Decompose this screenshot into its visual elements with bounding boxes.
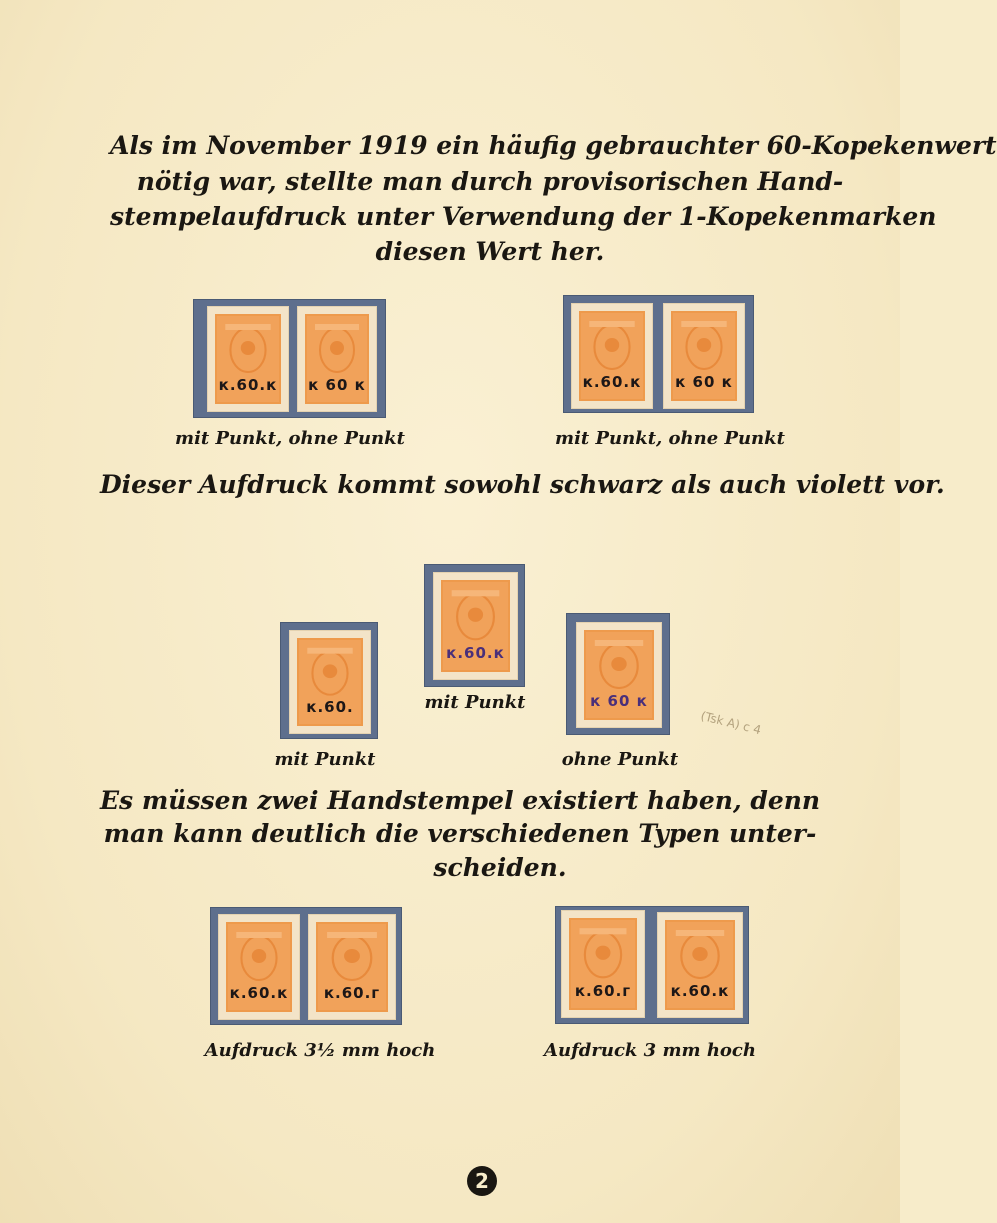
stamp-2	[297, 306, 377, 412]
stamp-9	[308, 914, 396, 1020]
stamp-mount-pair-right	[563, 295, 754, 413]
overprint-4: к 60 к	[675, 373, 733, 391]
overprint-5: к.60.	[306, 698, 354, 716]
stamp-6	[433, 572, 518, 680]
stamp-3	[571, 303, 653, 409]
stamp-mount-pair-bottom-right	[555, 906, 749, 1024]
stamp-8	[218, 914, 300, 1020]
stamp-mount-pair-left	[193, 299, 386, 418]
overprint-9: к.60.г	[323, 984, 381, 1002]
pencil-note: (Tsk A) c 4	[699, 708, 763, 738]
stamp-mount-single-right	[566, 613, 670, 735]
page-number: 2	[467, 1166, 497, 1196]
intro-line-3: stempelaufdruck unter Verwendung der 1-Kopekenmarken	[110, 202, 937, 231]
overprint-3: к.60.к	[582, 373, 642, 391]
caption-section2-right: ohne Punkt	[561, 749, 679, 770]
stamp-10	[561, 910, 645, 1018]
overprint-10: к.60.г	[574, 982, 632, 1000]
overprint-7: к 60 к	[590, 692, 648, 710]
overprint-8: к.60.к	[229, 984, 289, 1002]
intro-line-1: Als im November 1919 ein häufig gebrauchter 60-Kopekenwert	[110, 131, 997, 160]
stamp-7	[576, 622, 662, 728]
caption-section3-left: Aufdruck 3½ mm hoch	[204, 1040, 436, 1061]
section1-note: Dieser Aufdruck kommt sowohl schwarz als auch violett vor.	[100, 470, 945, 499]
stamp-1	[207, 306, 289, 412]
overprint-2: к 60 к	[308, 376, 366, 394]
section2-line-2: man kann deutlich die verschiedenen Typen unter-	[103, 819, 817, 848]
overprint-1: к.60.к	[218, 376, 278, 394]
stamp-5	[289, 630, 371, 734]
stamp-mount-single-center	[424, 564, 525, 687]
stamp-mount-single-left	[280, 622, 378, 739]
stamp-11	[657, 912, 743, 1018]
stamp-mount-pair-bottom-left	[210, 907, 402, 1025]
caption-section2-center: mit Punkt	[424, 692, 526, 713]
caption-section1-left: mit Punkt, ohne Punkt	[175, 428, 405, 449]
section2-line-3: scheiden.	[433, 853, 567, 882]
intro-line-2: nötig war, stellte man durch provisorischen Hand-	[136, 167, 844, 196]
caption-section2-left: mit Punkt	[274, 749, 376, 770]
stamp-4	[663, 303, 745, 409]
caption-section3-right: Aufdruck 3 mm hoch	[544, 1040, 756, 1061]
section2-line-1: Es müssen zwei Handstempel existiert haben, denn	[100, 786, 821, 815]
caption-section1-right: mit Punkt, ohne Punkt	[555, 428, 785, 449]
intro-line-4: diesen Wert her.	[375, 237, 605, 266]
overprint-11: к.60.к	[670, 982, 730, 1000]
overprint-6: к.60.к	[446, 644, 505, 662]
